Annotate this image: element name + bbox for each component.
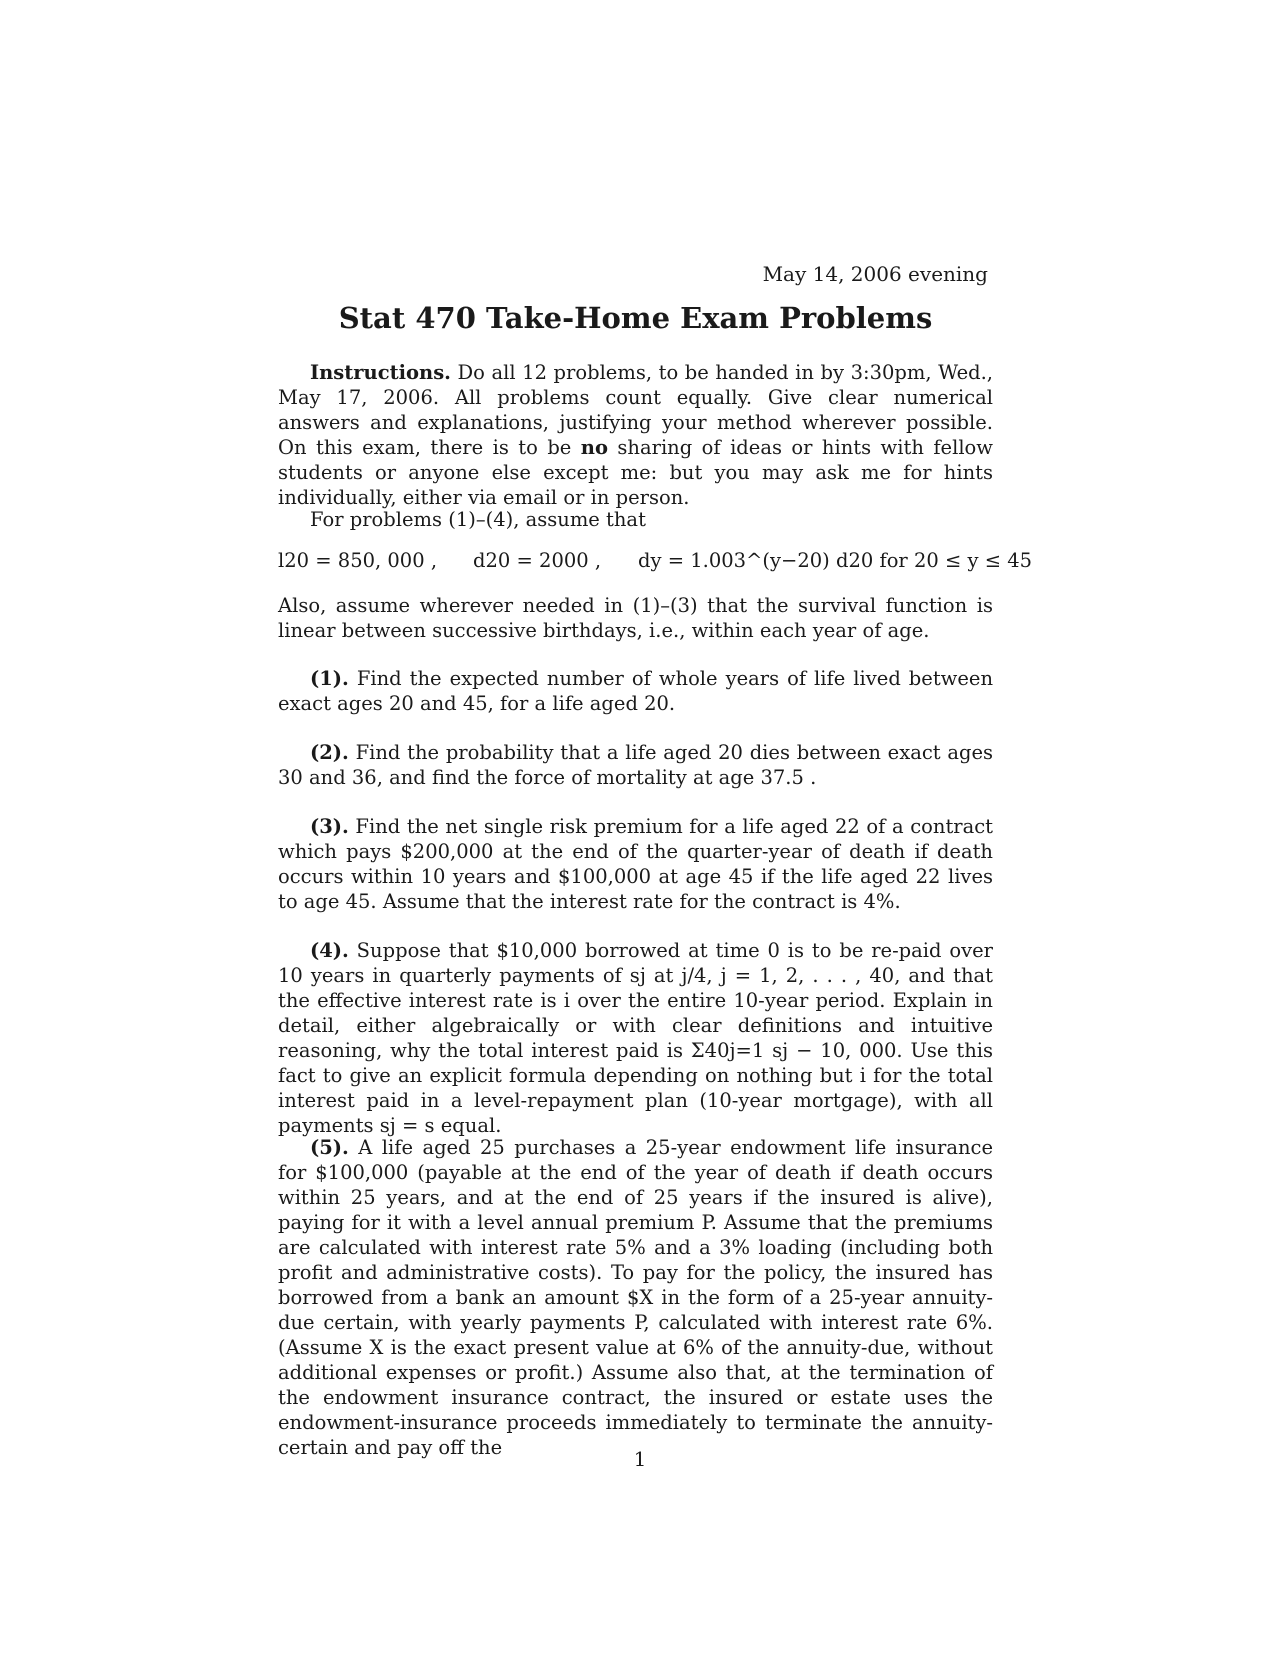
problem-5-text: A life aged 25 purchases a 25-year endowment life insurance for $100,000 (payable at the end of the year of death if death occurs within 25 years, and at the end of 25 years if the insured is alive), paying for it with a level annual premium P. Assume that the premiums are calculated with interest rate 5% and a 3% loading (including both profit and administrative costs). To pay for the policy, the insured has borrowed from a bank an amount $X in the form of a 25-year annuity-due certain, with yearly payments P, calculated with interest rate 6%. (Assume X is the exact present value at 6% of the annuity-due, without additional expenses or profit.) Assume also that, at the termination of the endowment insurance contract, the insured or estate uses the endowment-insurance proceeds immediately to terminate the annuity-certain and pay off the [278, 1136, 993, 1459]
setup-equations [278, 549, 1033, 575]
page-title: Stat 470 Take-Home Exam Problems [338, 301, 933, 335]
problem-3-number: (3). [310, 815, 349, 838]
instructions-bold-no: no [580, 436, 608, 459]
problem-5-number: (5). [310, 1136, 349, 1159]
date-line: May 14, 2006 evening [762, 262, 988, 286]
setup-intro: For problems (1)–(4), assume that [310, 508, 646, 531]
instructions-text-1: Do all 12 problems, to be handed in by 3:30pm, Wed., May 17, 2006. All problems count equally. Give clear numerical answers and explanations, justifying your method wherever possible. On this exam, there is to be [278, 361, 993, 459]
setup-assumption: Also, assume wherever needed in (1)–(3) that the survival function is linear between successive birthdays, i.e., within each year of age. [278, 594, 993, 642]
page-number: 1 [633, 1447, 647, 1471]
instructions-paragraph [278, 360, 993, 510]
problem-4 [278, 938, 993, 1138]
problem-2-number: (2). [310, 741, 349, 764]
equation-d20: d20 = 2000 , [473, 549, 602, 572]
problem-3-text: Find the net single risk premium for a life aged 22 of a contract which pays $200,000 at the end of the quarter-year of death if death occurs within 10 years and $100,000 at age 45 if the life aged 22 lives to age 45. Assume that the interest rate for the contract is 4%. [278, 815, 993, 913]
problem-1 [278, 666, 993, 716]
problem-4-number: (4). [310, 939, 349, 962]
problem-4-text: Suppose that $10,000 borrowed at time 0 is to be re-paid over 10 years in quarterly payments of sj at j/4, j = 1, 2, . . . , 40, and that the effective interest rate is i over the entire 10-year period. Explain in detail, either algebraically or with clear definitions and intuitive reasoning, why the total interest paid is Σ40j=1 sj − 10, 000. Use this fact to give an explicit formula depending on nothing but i for the total interest paid in a level-repayment plan (10-year mortgage), with all payments sj = s equal. [278, 939, 993, 1137]
equation-l20: l20 = 850, 000 , [278, 549, 438, 572]
problem-2 [278, 740, 993, 790]
instructions-text-2: sharing of ideas or hints with fellow students or anyone else except me: but you may ask me for hints individually, either via email or in person. [278, 436, 993, 509]
instructions-label: Instructions. [310, 361, 451, 384]
problem-5 [278, 1135, 993, 1460]
equation-dy: dy = 1.003^(y−20) d20 for 20 ≤ y ≤ 45 [638, 549, 1033, 572]
problem-1-number: (1). [310, 667, 349, 690]
problem-1-text: Find the expected number of whole years of life lived between exact ages 20 and 45, for a life aged 20. [278, 667, 993, 715]
problem-3 [278, 814, 993, 914]
problem-2-text: Find the probability that a life aged 20 dies between exact ages 30 and 36, and find the force of mortality at age 37.5 . [278, 741, 993, 789]
